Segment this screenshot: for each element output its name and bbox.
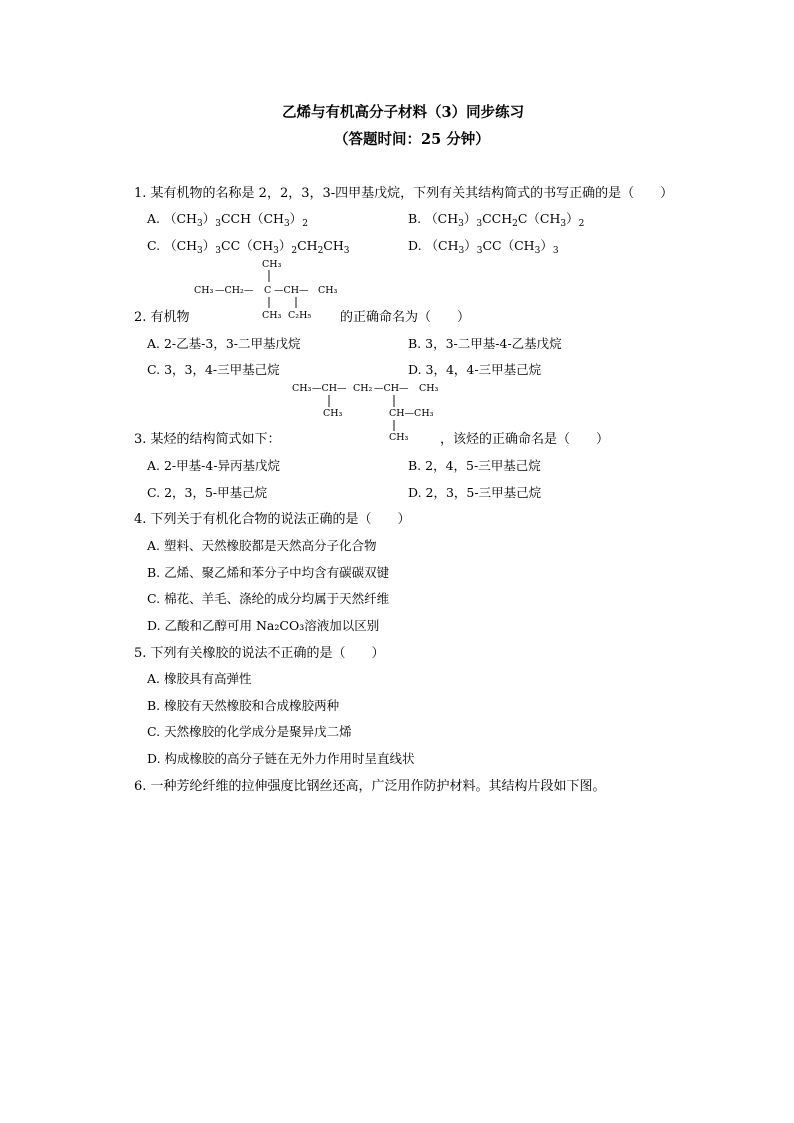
s2-bottom-ch3: CH₃: [262, 310, 282, 321]
question-2-option-a: A. 2-乙基-3，3-二甲基戊烷: [147, 336, 301, 351]
s3-chain-ch3-right: CH₃: [419, 383, 439, 394]
s2-chain-c: C: [264, 285, 272, 296]
s3-chain-ch-2: —CH—: [374, 383, 409, 394]
question-5-option-d: D. 构成橡胶的高分子链在无外力作用时呈直线状: [147, 751, 415, 766]
structure-q2: [190, 254, 350, 324]
s3-branch-right: CH—CH₃: [389, 408, 434, 419]
question-1-option-c: C. $(CH_3)_3CC(CH_3)_2CH_2CH_3$: [147, 238, 350, 256]
question-2-option-b: B. 3，3-二甲基-4-乙基戊烷: [408, 336, 562, 351]
question-4-option-b: B. 乙烯、聚乙烯和苯分子中均含有碳碳双键: [147, 565, 390, 580]
question-3-option-a: A. 2-甲基-4-异丙基戊烷: [147, 458, 281, 473]
question-5-stem: 5. 下列有关橡胶的说法不正确的是（ ）: [134, 646, 385, 661]
question-3-option-c: C. 2，3，5-甲基己烷: [147, 485, 268, 500]
question-3-option-b: B. 2，4，5-三甲基己烷: [408, 458, 541, 473]
question-3-stem-end: ，该烃的正确命名是（ ）: [440, 432, 610, 447]
question-1-stem: 1. 某有机物的名称是 2，2，3，3-四甲基戊烷，下列有关其结构简式的书写正确的是（ ）: [134, 186, 674, 201]
s2-chain-ch: —CH—: [274, 285, 309, 296]
s3-chain-ch3-left: CH₃: [292, 383, 312, 394]
question-4-stem: 4. 下列关于有机化合物的说法正确的是（ ）: [134, 512, 411, 527]
question-2-stem-start: 2. 有机物: [134, 310, 190, 325]
structure-q3: [290, 378, 460, 448]
page-title: 乙烯与有机高分子材料（3）同步练习: [282, 104, 525, 121]
question-1-option-b: B. $(CH_3)_3CCH_2C(CH_3)_2$: [408, 211, 585, 229]
question-5-option-a: A. 橡胶具有高弹性: [147, 671, 252, 686]
question-5-option-b: B. 橡胶有天然橡胶和合成橡胶两种: [147, 698, 340, 713]
question-1-option-d: D. $(CH_3)_3CC(CH_3)_3$: [408, 238, 559, 256]
s2-chain-ch3-left: CH₃: [194, 285, 214, 296]
question-4-option-c: C. 棉花、羊毛、涤纶的成分均属于天然纤维: [147, 591, 390, 606]
s3-branch-right-bottom: CH₃: [389, 432, 409, 443]
question-2-option-d: D. 3，4，4-三甲基己烷: [408, 362, 542, 377]
question-3-stem-start: 3. 某烃的结构简式如下：: [134, 432, 281, 447]
s2-top-ch3: CH₃: [262, 259, 282, 270]
s3-chain-ch-1: —CH—: [312, 383, 347, 394]
question-5-option-c: C. 天然橡胶的化学成分是聚异戊二烯: [147, 724, 352, 739]
s2-chain-ch3-right: CH₃: [318, 285, 338, 296]
question-4-option-d: D. 乙酸和乙醇可用 Na₂CO₃溶液加以区别: [147, 618, 380, 633]
s3-chain-ch2: CH₂: [353, 383, 373, 394]
question-2-stem-end: 的正确命名为（ ）: [340, 310, 471, 325]
s2-bottom-c2h5: C₂H₅: [288, 310, 312, 321]
question-1-option-a: A. $(CH_3)_3CCH(CH_3)_2$: [147, 211, 308, 229]
question-6-stem: 6. 一种芳纶纤维的拉伸强度比钢丝还高，广泛用作防护材料。其结构片段如下图。: [134, 779, 606, 794]
question-2-option-c: C. 3，3，4-三甲基己烷: [147, 362, 280, 377]
page-subtitle: （答题时间：25 分钟）: [334, 131, 490, 148]
question-4-option-a: A. 塑料、天然橡胶都是天然高分子化合物: [147, 538, 377, 553]
s3-branch-left: CH₃: [323, 408, 343, 419]
s2-chain-ch2: —CH₂—: [215, 285, 254, 296]
question-3-option-d: D. 2，3，5-三甲基己烷: [408, 485, 542, 500]
